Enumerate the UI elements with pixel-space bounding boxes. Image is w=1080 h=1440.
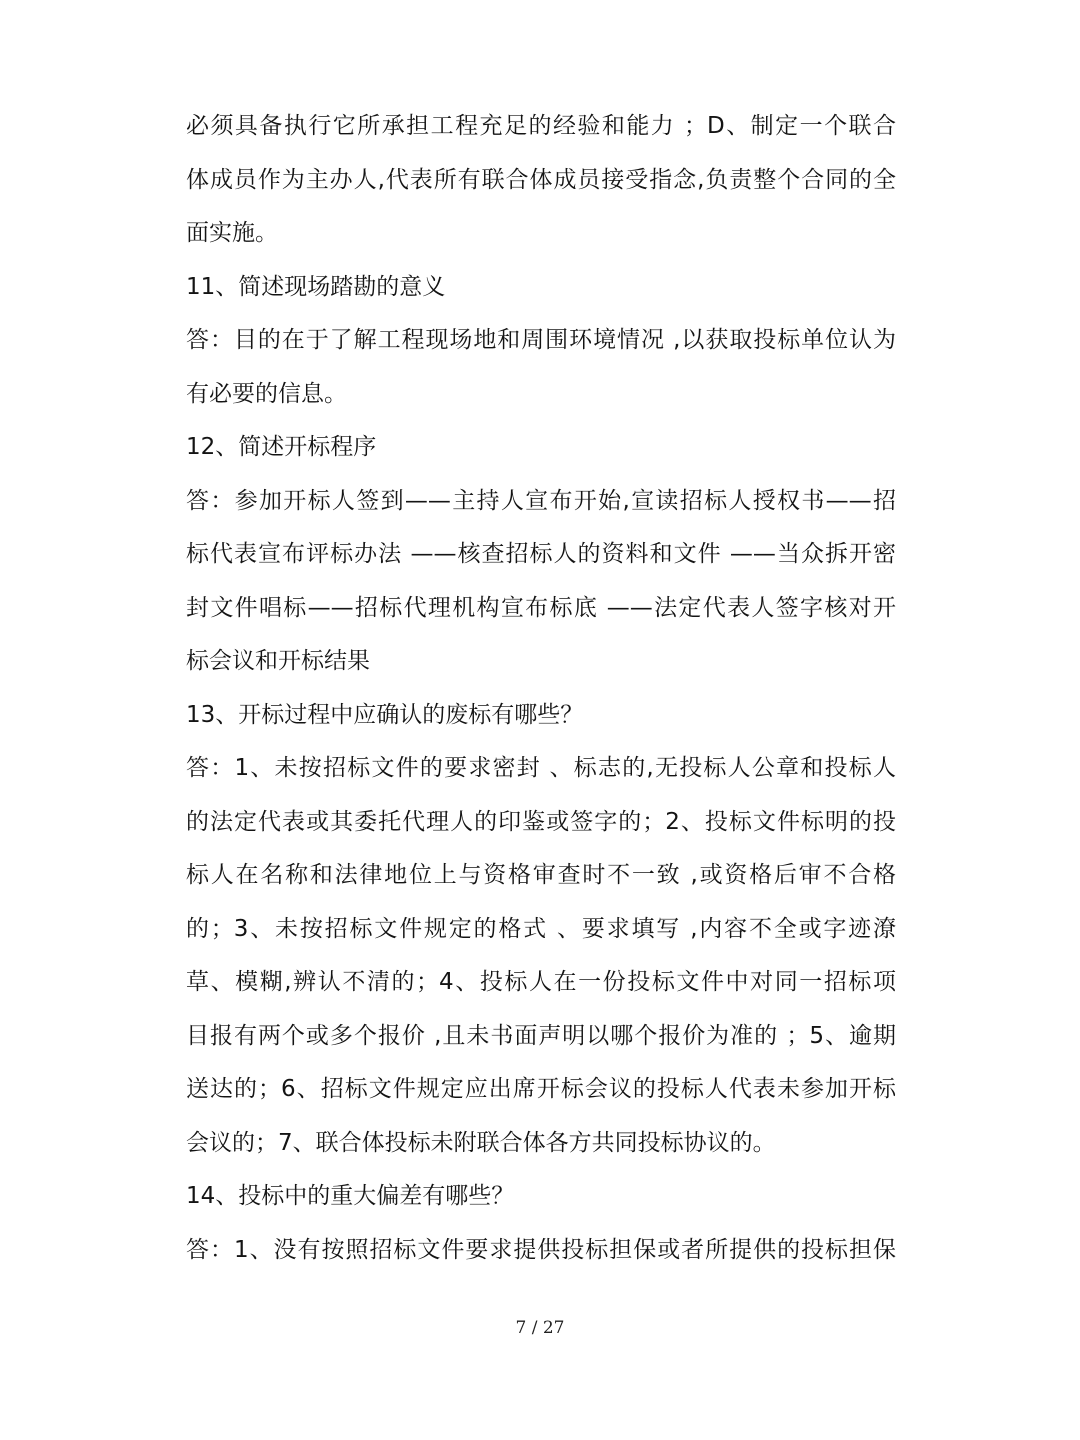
text-line-content: 送达的；6、招标文件规定应出席开标会议的投标人代表未参加开标: [186, 1076, 896, 1102]
question-heading: [186, 689, 896, 743]
text-line: [186, 903, 896, 957]
question-heading-text: 14、投标中的重大偏差有哪些？: [186, 1183, 515, 1209]
text-line-content: 的法定代表或其委托代理人的印鉴或签字的；2、投标文件标明的投: [186, 808, 896, 835]
text-line: [186, 368, 896, 422]
text-line: [186, 582, 896, 636]
text-line-content: 答：目的在于了解工程现场地和周围环境情况 ,以获取投标单位认为: [186, 327, 896, 353]
question-heading-text: 11、简述现场踏勘的意义: [186, 273, 446, 300]
text-line-content: 的；3、未按招标文件规定的格式 、要求填写 ,内容不全或字迹潦: [186, 915, 896, 942]
text-line-content: 标人在名称和法律地位上与资格审查时不一致 ,或资格后审不合格: [186, 862, 896, 888]
text-line-content: 面实施。: [186, 220, 278, 246]
question-heading-text: 13、开标过程中应确认的废标有哪些？: [186, 701, 584, 728]
text-line-content: 答：1、没有按照招标文件要求提供投标担保或者所提供的投标担保: [186, 1236, 896, 1263]
text-line: [186, 1224, 896, 1278]
text-line-content: 标会议和开标结果: [186, 648, 370, 674]
text-line-content: 答：参加开标人签到——主持人宣布开始,宣读招标人授权书——招: [186, 487, 896, 514]
text-line: [186, 314, 896, 368]
text-line: [186, 100, 896, 154]
text-line-content: 必须具备执行它所承担工程充足的经验和能力 ；D、制定一个联合: [186, 113, 896, 139]
text-line: [186, 207, 896, 261]
text-line: [186, 742, 896, 796]
text-line-content: 答：1、未按招标文件的要求密封 、标志的,无投标人公章和投标人: [186, 755, 896, 781]
text-line: [186, 849, 896, 903]
text-line-content: 有必要的信息。: [186, 380, 347, 407]
text-line: [186, 154, 896, 208]
document-body: [186, 100, 896, 1277]
page-number: 7 / 27: [515, 1318, 565, 1338]
text-line-content: 目报有两个或多个报价 ,且未书面声明以哪个报价为准的 ；5、逾期: [186, 1022, 896, 1049]
text-line: [186, 1117, 896, 1171]
question-heading: [186, 421, 896, 475]
text-line: [186, 635, 896, 689]
question-heading: [186, 1170, 896, 1224]
text-line: [186, 528, 896, 582]
text-line-content: 会议的；7、联合体投标未附联合体各方共同投标协议的。: [186, 1129, 776, 1156]
text-line-content: 草、模糊,辨认不清的；4、投标人在一份投标文件中对同一招标项: [186, 969, 896, 995]
question-heading-text: 12、简述开标程序: [186, 434, 377, 460]
text-line-content: 标代表宣布评标办法 ——核查招标人的资料和文件 ——当众拆开密: [186, 541, 896, 567]
text-line: [186, 1063, 896, 1117]
text-line-content: 体成员作为主办人,代表所有联合体成员接受指念,负责整个合同的全: [186, 166, 896, 193]
text-line: [186, 956, 896, 1010]
text-line: [186, 475, 896, 529]
text-line: [186, 796, 896, 850]
question-heading: [186, 261, 896, 315]
text-line: [186, 1010, 896, 1064]
text-line-content: 封文件唱标——招标代理机构宣布标底 ——法定代表人签字核对开: [186, 594, 896, 621]
